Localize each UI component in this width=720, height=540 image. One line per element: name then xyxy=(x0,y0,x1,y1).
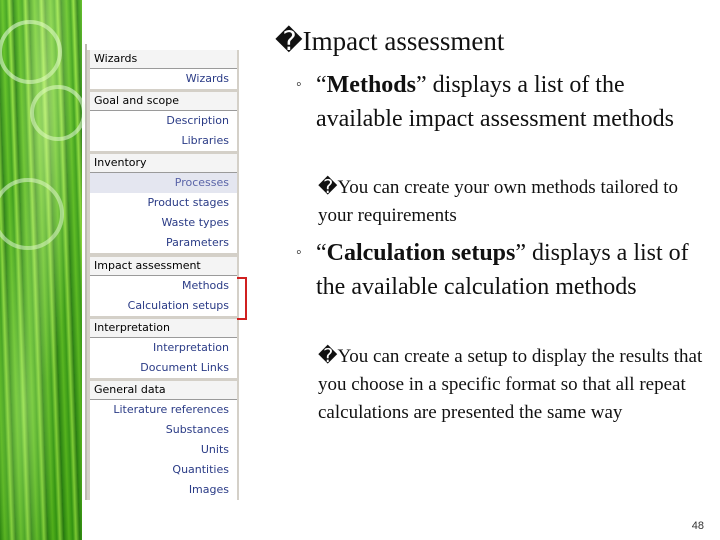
nav-item-units[interactable]: Units xyxy=(90,440,237,460)
nav-item-methods[interactable]: Methods xyxy=(90,276,237,296)
sub-bullet-calculation-setups xyxy=(318,343,708,427)
nav-item-calculation-setups[interactable]: Calculation setups xyxy=(90,296,237,316)
ring-decoration xyxy=(30,85,86,141)
nav-item-processes[interactable]: Processes xyxy=(90,173,237,193)
nav-item-wizards[interactable]: Wizards xyxy=(90,69,237,89)
group-header[interactable]: Wizards xyxy=(90,50,237,69)
nav-item-libraries[interactable]: Libraries xyxy=(90,131,237,151)
nav-item-document-links[interactable]: Document Links xyxy=(90,358,237,378)
nav-item-parameters[interactable]: Parameters xyxy=(90,233,237,253)
group-header[interactable]: Interpretation xyxy=(90,319,237,338)
group-general-data xyxy=(90,381,237,500)
bullet-calculation-setups xyxy=(296,236,696,304)
page-number: 48 xyxy=(691,520,704,532)
highlight-bracket xyxy=(237,277,247,320)
bullet-rest: ” displays a list of the available impact assessment methods xyxy=(316,72,674,132)
sub-bullet-text: �You can create your own methods tailored to your requirements xyxy=(318,177,678,226)
group-impact-assessment xyxy=(90,257,237,316)
sub-bullet-methods xyxy=(318,174,708,230)
bullet-term: Calculation setups xyxy=(326,240,516,266)
slide-title: �Impact assessment xyxy=(275,26,505,56)
quote-open: “ xyxy=(316,240,327,266)
navigation-panel-screenshot xyxy=(85,44,239,500)
group-header[interactable]: Impact assessment xyxy=(90,257,237,276)
grass-decoration xyxy=(0,0,82,540)
nav-item-literature-references[interactable]: Literature references xyxy=(90,400,237,420)
bullet-rest: ” displays a list of the available calculation methods xyxy=(316,240,689,300)
group-inventory xyxy=(90,154,237,253)
nav-item-product-stages[interactable]: Product stages xyxy=(90,193,237,213)
bullet-text xyxy=(316,68,696,136)
nav-item-quantities[interactable]: Quantities xyxy=(90,460,237,480)
bullet-methods xyxy=(296,68,696,136)
group-goal-and-scope xyxy=(90,92,237,151)
group-header[interactable]: General data xyxy=(90,381,237,400)
nav-item-interpretation[interactable]: Interpretation xyxy=(90,338,237,358)
group-header[interactable]: Inventory xyxy=(90,154,237,173)
quote-open: “ xyxy=(316,72,327,98)
group-wizards xyxy=(90,50,237,89)
bullet-marker: ◦ xyxy=(296,244,302,261)
group-header[interactable]: Goal and scope xyxy=(90,92,237,111)
bullet-term: Methods xyxy=(326,72,416,98)
group-interpretation xyxy=(90,319,237,378)
sub-bullet-text: �You can create a setup to display the results that you choose in a specific format so that all repeat calculations are presented the same way xyxy=(318,346,703,423)
ring-decoration xyxy=(0,178,64,250)
nav-item-description[interactable]: Description xyxy=(90,111,237,131)
nav-item-substances[interactable]: Substances xyxy=(90,420,237,440)
bullet-marker: ◦ xyxy=(296,76,302,93)
nav-item-waste-types[interactable]: Waste types xyxy=(90,213,237,233)
bullet-text xyxy=(316,236,696,304)
nav-item-images[interactable]: Images xyxy=(90,480,237,500)
ring-decoration xyxy=(0,20,62,84)
